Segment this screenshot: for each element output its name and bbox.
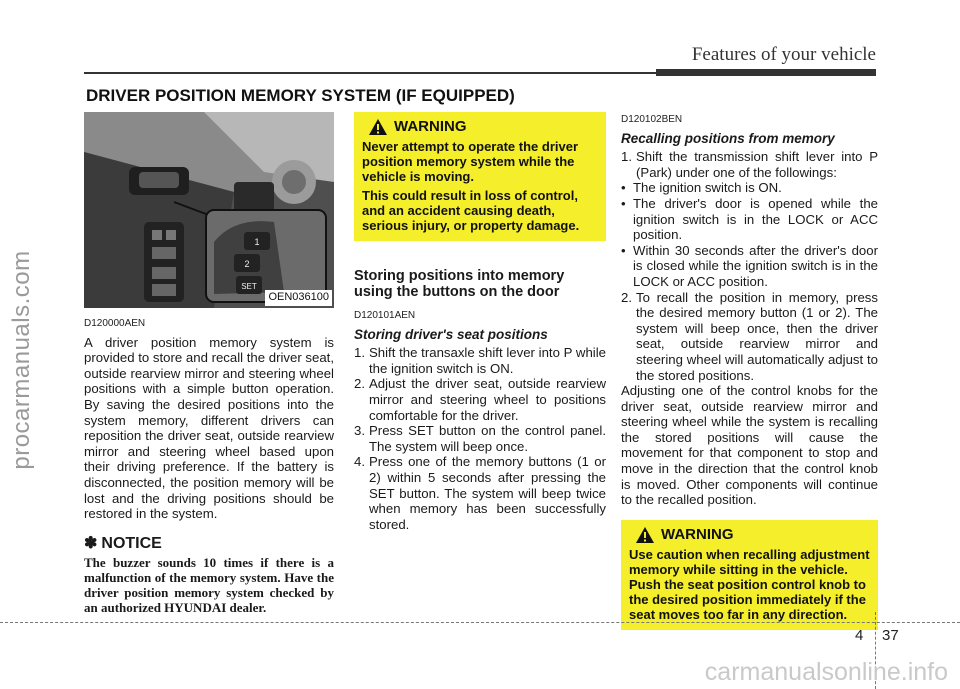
footer-rule	[0, 622, 960, 623]
bullet-marker: •	[621, 195, 626, 211]
notice-title: NOTICE	[101, 534, 162, 552]
step-text: Shift the transmission shift lever into P (Park) under one of the followings:	[636, 149, 878, 180]
recalling-bullet-3	[621, 243, 878, 290]
warning-box-2	[621, 520, 878, 630]
storing-step-2	[354, 376, 606, 423]
intro-code: D120000AEN	[84, 318, 146, 329]
step-marker: 1.	[621, 149, 632, 165]
warning-triangle-icon	[635, 526, 655, 544]
page-number: 37	[882, 627, 899, 644]
page-chapter: 4	[855, 627, 864, 644]
warning-paragraph-1b: This could result in loss of control, and an accident causing death, serious injury, or property damage.	[362, 188, 580, 233]
recalling-step-1	[621, 149, 878, 180]
recalling-bullet-1	[621, 180, 878, 196]
warning-head-2	[635, 526, 870, 544]
warning-box-1	[354, 112, 606, 241]
recalling-code: D120102BEN	[621, 114, 683, 125]
recalling-bullet-2	[621, 196, 878, 243]
step-text: Adjust the driver seat, outside rearview mirror and steering wheel to positions comfortable for the driver.	[369, 376, 606, 423]
step-marker: 2.	[621, 289, 632, 305]
warning-head-1	[368, 118, 598, 136]
step-marker: 1.	[354, 345, 365, 361]
step-text: Shift the transaxle shift lever into P while the ignition switch is ON.	[369, 345, 606, 376]
notice-icon: ✽	[84, 534, 98, 552]
side-watermark	[4, 100, 40, 620]
step-marker: 2.	[354, 376, 365, 392]
header-rule	[84, 72, 876, 74]
warning-title-2: WARNING	[661, 526, 734, 544]
footer-watermark: carmanualsonline.info	[704, 658, 948, 686]
bullet-text: The ignition switch is ON.	[633, 180, 782, 196]
bullet-text: Within 30 seconds after the driver's door is closed while the ignition switch is in the LOCK or ACC position.	[633, 242, 878, 289]
recalling-step-2	[621, 290, 878, 384]
inset-button-set: SET	[241, 282, 257, 291]
warning-paragraph-1a: Never attempt to operate the driver position memory system while the vehicle is moving.	[362, 139, 579, 184]
recalling-subheading: Recalling positions from memory	[621, 130, 835, 146]
step-text: To recall the position in memory, press the desired memory button (1 or 2). The system will beep once, then the driver seat, outside rearview mirror and steering wheel will automatically adjust to the stored positions.	[636, 289, 878, 383]
chapter-title: Features of your vehicle	[691, 44, 876, 65]
storing-subheading: Storing driver's seat positions	[354, 326, 548, 342]
storing-code: D120101AEN	[354, 310, 416, 321]
notice-heading	[84, 536, 334, 552]
intro-paragraph: A driver position memory system is provided to store and recall the driver seat, outside rearview mirror and steering wheel positions with a simple button operation. By saving the desired positions into the system memory, different drivers can reposition the driver seat, outside rearview mirror and steering wheel based upon their driving preference. If the battery is disconnected, the position memory will be lost and the driving positions should be restored in the system.	[84, 334, 334, 522]
inset-button-2: 2	[244, 259, 250, 269]
storing-heading: Storing positions into memory using the buttons on the door	[354, 268, 565, 300]
step-marker: 3.	[354, 423, 365, 439]
warning-triangle-icon	[368, 118, 388, 136]
bullet-marker: •	[621, 180, 626, 196]
storing-step-3	[354, 423, 606, 454]
column-left	[84, 112, 334, 615]
notice-text: The buzzer sounds 10 times if there is a malfunction of the memory system. Have the driver position memory system checked by an authorized HYUNDAI dealer.	[84, 555, 334, 616]
warning-title-1: WARNING	[394, 118, 467, 136]
step-text: Press SET button on the control panel. The system will beep once.	[369, 423, 606, 454]
figure-label: OEN036100	[265, 290, 332, 306]
storing-step-4	[354, 454, 606, 532]
inset-button-1: 1	[254, 237, 260, 247]
side-watermark-text: procarmanuals.com	[8, 250, 35, 470]
bullet-text: The driver's door is opened while the ignition switch is in the LOCK or ACC position.	[633, 195, 878, 243]
column-middle	[354, 112, 606, 532]
section-title: DRIVER POSITION MEMORY SYSTEM (IF EQUIPPED)	[86, 86, 515, 105]
column-right	[621, 112, 878, 630]
bullet-marker: •	[621, 242, 626, 258]
recalling-paragraph: Adjusting one of the control knobs for the driver seat, outside rearview mirror and steering wheel while the system is recalling the stored positions will cause the movement for that component to stop and move in the direction that the control knob is moved. Other components will continue to the recalled position.	[621, 383, 878, 508]
step-marker: 4.	[354, 454, 365, 470]
storing-step-1	[354, 345, 606, 376]
step-text: Press one of the memory buttons (1 or 2) within 5 seconds after pressing the SET button. The system will beep twice when memory has been successfully stored.	[369, 454, 606, 532]
door-memory-figure	[84, 112, 334, 308]
door-panel-illustration	[84, 112, 334, 308]
warning-paragraph-2: Use caution when recalling adjustment memory while sitting in the vehicle. Push the seat position control knob to the desired position immediately if the seat moves too far in any direction.	[629, 546, 870, 622]
